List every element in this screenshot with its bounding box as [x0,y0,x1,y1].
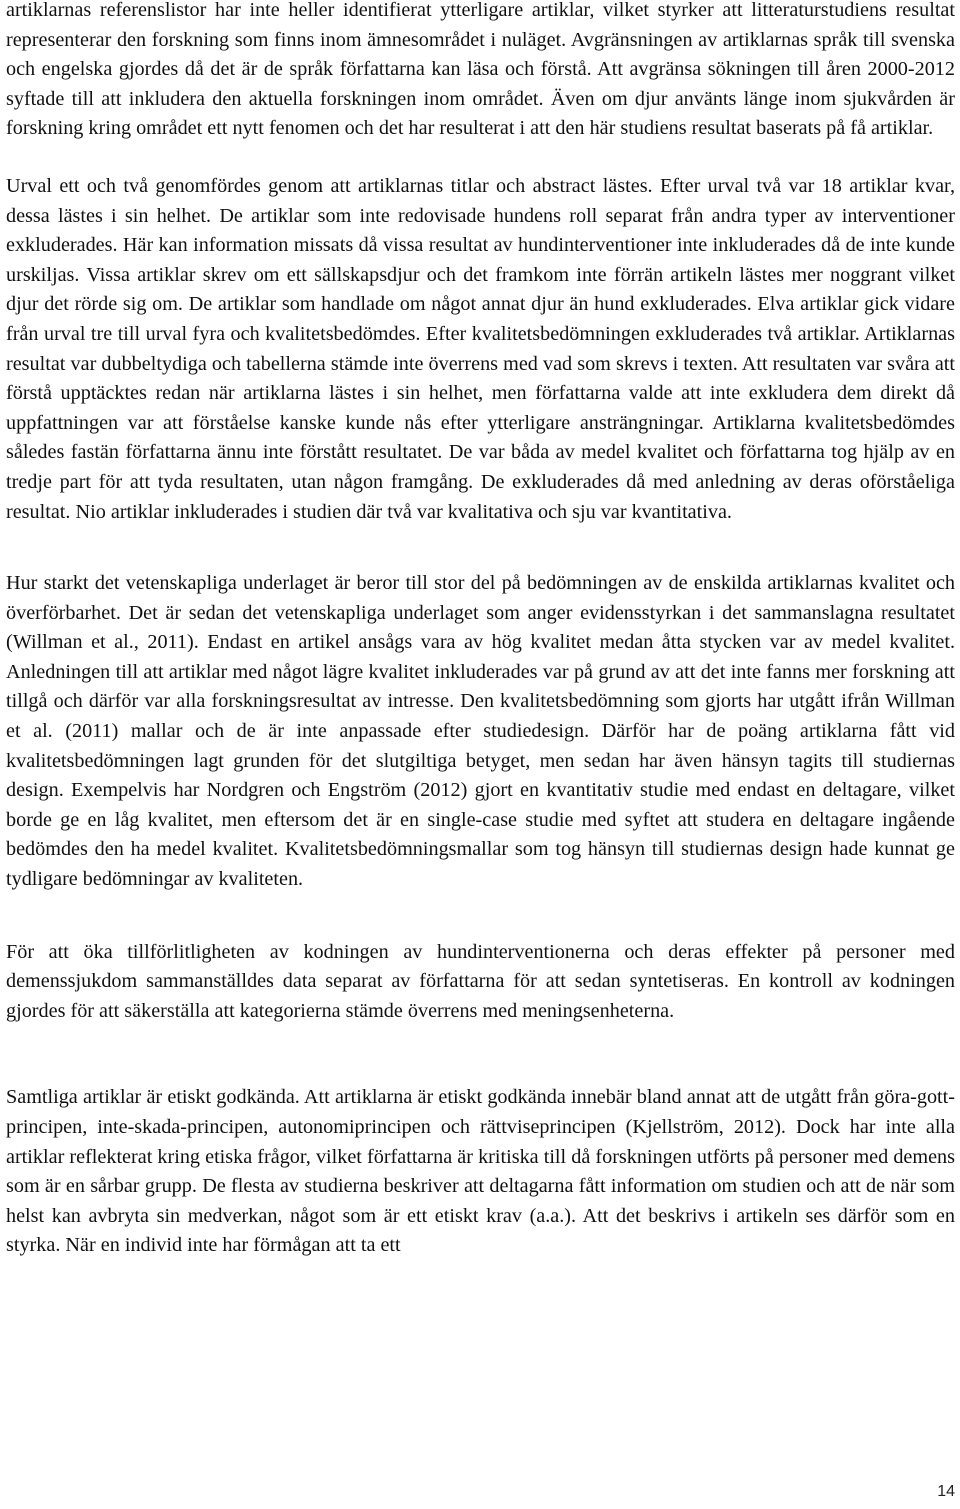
paragraph-coding-reliability: För att öka tillförlitligheten av kodningen av hundinterventionerna och deras effekter på personer med demenssjukdom sammanställdes data separat av författarna för att sedan syntetiseras. En kontroll av kodningen gjordes för att säkerställa att kategorierna stämde överrens med meningsenheterna. [6,940,955,1022]
document-page [6,0,955,1261]
paragraph-quality-assessment: Hur starkt det vetenskapliga underlaget är beror till stor del på bedömningen av de enskilda artiklarnas kvalitet och överförbarhet. Det är sedan det vetenskapliga underlaget som anger evidensstyrkan i det sammanslagna resultatet (Willman et al., 2011). Endast en artikel ansågs vara av hög kvalitet medan åtta stycken var av medel kvalitet. Anledningen till att artiklar med något lägre kvalitet inkluderades var på grund av att det inte fanns mer forskning att tillgå och därför var alla forskningsresultat av intresse. Den kvalitetsbedömning som gjorts har utgått ifrån Willman et al. (2011) mallar och de är inte anpassade efter studiedesign. Därför har de poäng artiklarna fått vid kvalitetsbedömningen lagt grunden för det slutgiltiga betyget, men sedan har även hänsyn tagits till studiernas design. Exempelvis har Nordgren och Engström (2012) gjort en kvantitativ studie med endast en deltagare, vilket borde ge en låg kvalitet, men eftersom det är en single-case studie med syftet att studera en deltagare ingående bedömdes den ha medel kvalitet. Kvalitetsbedömningsmallar som tog hänsyn till studiernas design hade kunnat ge tydligare bedömningar av kvaliteten. [6,572,955,891]
paragraph-selection: Urval ett och två genomfördes genom att artiklarnas titlar och abstract lästes. Efter urval två var 18 artiklar kvar, dessa lästes i sin helhet. De artiklar som inte redovisade hundens roll separat från andra typer av interventioner exkluderades. Här kan information missats då vissa resultat av hundinterventioner inte inkluderades då de inte kunde urskiljas. Vissa artiklar skrev om ett sällskapsdjur och det framkom inte förrän artikeln lästes mer noggrant vilket djur det rörde sig om. De artiklar som handlade om något annat djur än hund exkluderades. Elva artiklar gick vidare från urval tre till urval fyra och kvalitetsbedömdes. Efter kvalitetsbedömningen exkluderades två artiklar. Artiklarnas resultat var dubbeltydiga och tabellerna stämde inte överrens med vad som skrevs i texten. Att resultaten var svåra att förstå upptäcktes redan när artiklarna lästes i sin helhet, men författarna valde att inte exkludera dem direkt då uppfattningen var att förståelse kanske kunde nås efter ytterligare ansträngningar. Artiklarna kvalitetsbedömdes således fastän författarna ännu inte förstått resultatet. De var båda av medel kvalitet och författarna tog hjälp av en tredje part för att tyda resultaten, utan någon framgång. De exkluderades då med anledning av deras oförståeliga resultat. Nio artiklar inkluderades i studien där två var kvalitativa och sju var kvantitativa. [6,174,955,523]
paragraph-ethics: Samtliga artiklar är etiskt godkända. Att artiklarna är etiskt godkända innebär bland annat att de utgått från göra-gott-principen, inte-skada-principen, autonomiprincipen och rättviseprincipen (Kjellström, 2012). Dock har inte alla artiklar reflekterat kring etiska frågor, vilket författarna är kritiska till då forskningen utförts på personer med demens som är en sårbar grupp. De flesta av studierna beskriver att deltagarna fått information om studien och att de när som helst kan avbryta sin medverkan, något som är ett etiskt krav (a.a.). Att det beskrivs i artikeln ses därför som en styrka. När en individ inte har förmågan att ta ett [6,1086,955,1257]
page-number: 14 [937,1483,955,1500]
paragraph-delimitations: artiklarnas referenslistor har inte heller identifierat ytterligare artiklar, vilket styrker att litteraturstudiens resultat representerar den forskning som finns inom ämnesområdet i nuläget. Avgränsningen av artiklarnas språk till svenska och engelska gjordes då det är de språk författarna kan läsa och förstå. Att avgränsa sökningen till åren 2000-2012 syftade till att inkludera den aktuella forskningen inom området. Även om djur använts länge inom sjukvården är forskning kring området ett nytt fenomen och det har resulterat i att den här studiens resultat baserats på få artiklar. [6,0,955,140]
